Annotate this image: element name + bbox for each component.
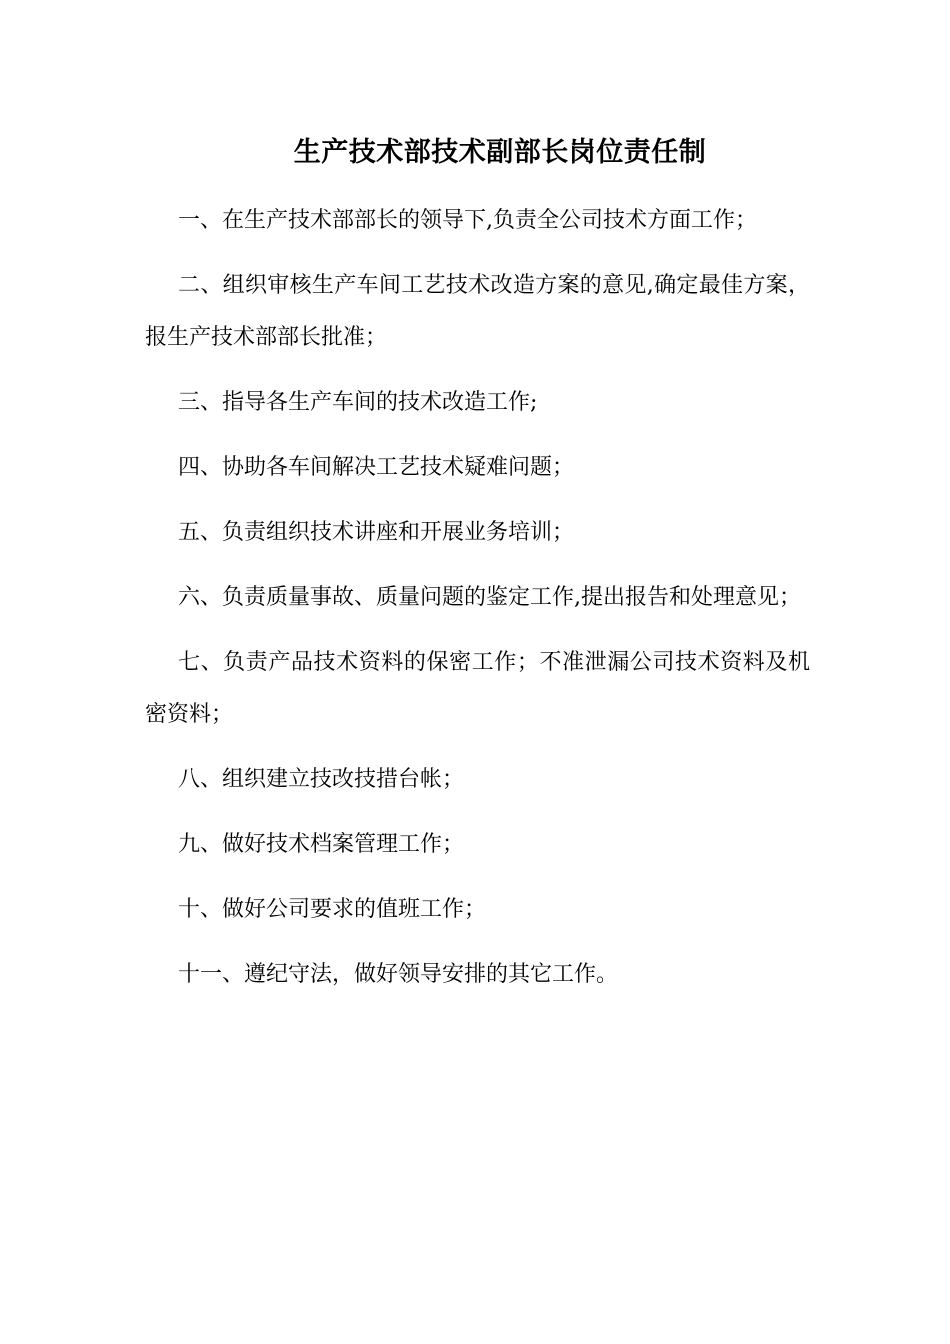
duty-item-2: 二、组织审核生产车间工艺技术改造方案的意见,确定最佳方案，报生产技术部部长批准； [145, 273, 810, 350]
duty-item-1: 一、在生产技术部部长的领导下,负责全公司技术方面工作； [178, 208, 757, 233]
duty-item-5: 五、负责组织技术讲座和开展业务培训； [178, 520, 575, 545]
document-title: 生产技术部技术副部长岗位责任制 [293, 137, 707, 168]
duty-item-4: 四、协助各车间解决工艺技术疑难问题； [178, 455, 575, 480]
duty-item-3: 三、指导各生产车间的技术改造工作; [178, 390, 538, 415]
duty-item-8: 八、组织建立技改技措台帐； [178, 767, 465, 792]
duty-item-11: 十一、遵纪守法，做好领导安排的其它工作。 [178, 962, 619, 987]
duty-item-6: 六、负责质量事故、质量问题的鉴定工作,提出报告和处理意见； [178, 585, 801, 610]
duty-item-9: 九、做好技术档案管理工作； [178, 832, 465, 857]
duty-item-7: 七、负责产品技术资料的保密工作；不准泄漏公司技术资料及机密资料； [145, 650, 810, 727]
duty-item-10: 十、做好公司要求的值班工作； [178, 897, 487, 922]
document-body [145, 195, 810, 1014]
